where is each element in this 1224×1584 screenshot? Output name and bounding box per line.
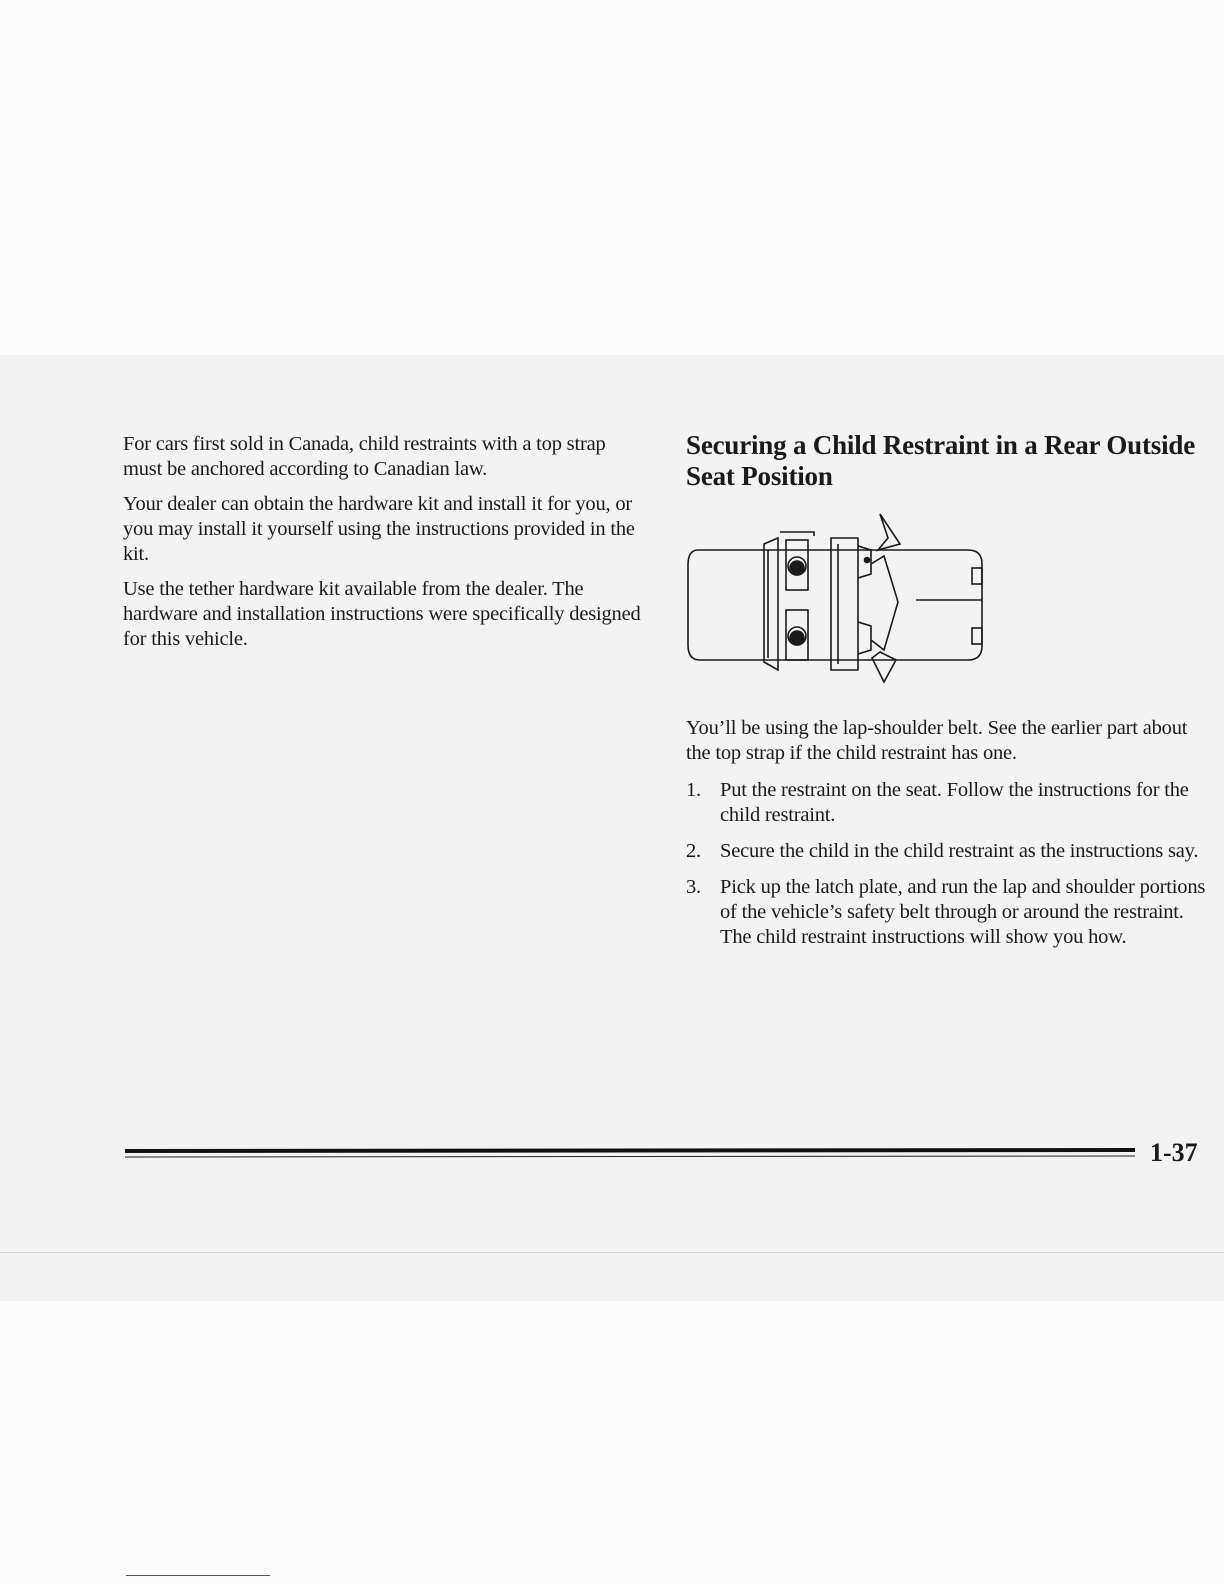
vehicle-body-outline bbox=[688, 550, 982, 660]
section-heading: Securing a Child Restraint in a Rear Outside Seat Position bbox=[686, 430, 1195, 491]
paragraph-tether-kit: Use the tether hardware kit available from the dealer. The hardware and installation instructions were specifically designed for this vehicle. bbox=[123, 578, 641, 650]
instruction-steps bbox=[686, 778, 1211, 961]
page-edge-line bbox=[0, 1252, 1224, 1253]
step-text: Pick up the latch plate, and run the lap and shoulder portions of the vehicle’s safety belt through or around the restraint. The child restraint instructions will show you how. bbox=[720, 876, 1206, 948]
right-column-heading-block bbox=[686, 430, 1211, 492]
step-item bbox=[686, 778, 1211, 828]
paragraph-canada-law: For cars first sold in Canada, child restraints with a top strap must be anchored according to Canadian law. bbox=[123, 433, 606, 480]
link-underline bbox=[126, 1575, 270, 1576]
intro-paragraph: You’ll be using the lap-shoulder belt. See the earlier part about the top strap if the child restraint has one. bbox=[686, 717, 1188, 764]
step-number: 3. bbox=[686, 876, 701, 898]
footer-rule bbox=[125, 1146, 1135, 1160]
step-text: Secure the child in the child restraint as the instructions say. bbox=[720, 840, 1199, 862]
step-number: 2. bbox=[686, 840, 701, 862]
vehicle-top-view-diagram bbox=[686, 510, 1006, 685]
paragraph-dealer-kit: Your dealer can obtain the hardware kit and install it for you, or you may install it yourself using the instructions provided in the kit. bbox=[123, 493, 635, 565]
page-number: 1-37 bbox=[1150, 1138, 1198, 1167]
step-item bbox=[686, 839, 1211, 864]
step-number: 1. bbox=[686, 779, 701, 801]
left-column bbox=[123, 432, 643, 662]
step-text: Put the restraint on the seat. Follow the instructions for the child restraint. bbox=[720, 779, 1189, 826]
step-item bbox=[686, 875, 1211, 950]
